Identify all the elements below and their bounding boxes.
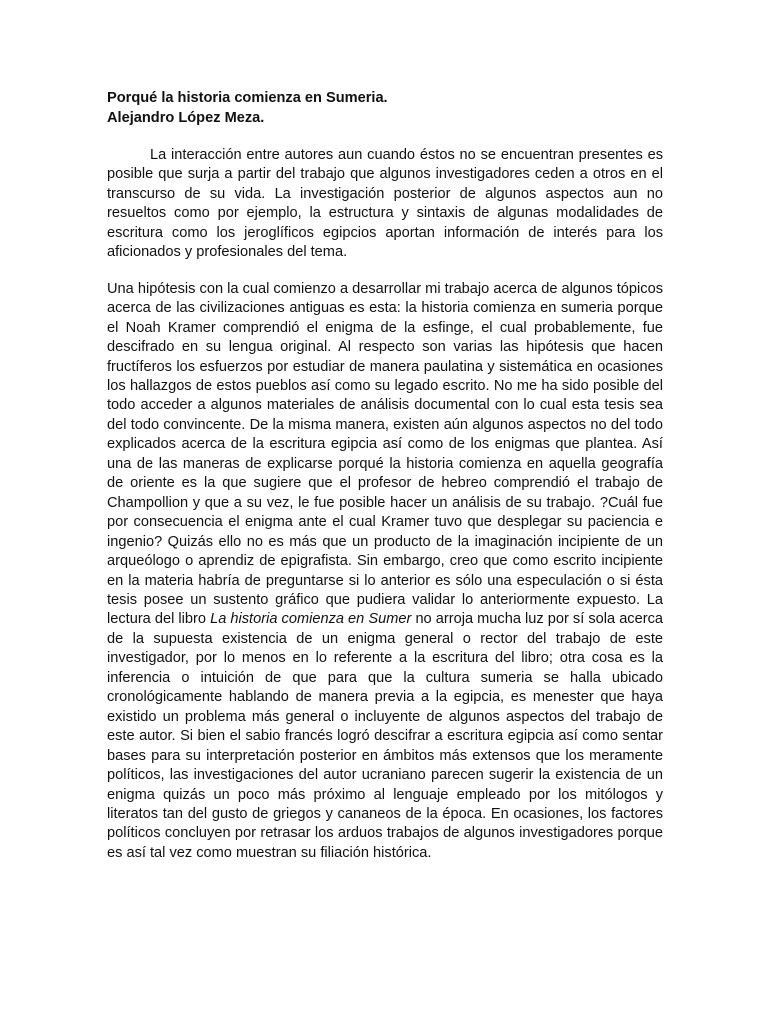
document-title: Porqué la historia comienza en Sumeria. [107,90,388,106]
paragraph-2-part-2: no arroja mucha luz por sí sola acerca de la supuesta existencia de un enigma general o rector del trabajo de este investigador, por lo menos en lo referente a la escritura del libro; otra cosa es la inferencia o intuición de que para que la cultura sumeria se halla ubicado cronológicamente hablando de manera previa a la egipcia, es menester que haya existido un problema más general o incluyente de algunos aspectos del trabajo de este autor. Si bien el sabio francés logró descifrar a escritura egipcia así como sentar bases para su interpretación posterior en ámbitos más extensos que los meramente políticos, las investigaciones del autor ucraniano parecen sugerir la existencia de un enigma quizás un poco más próximo al lenguaje empleado por los mitólogos y literatos tan del gusto de griegos y cananeos de la época. En ocasiones, los factores políticos concluyen por retrasar los arduos trabajos de algunos investigadores porque es así tal vez como muestran su filiación histórica. [107,611,663,861]
paragraph-2 [107,280,663,864]
paragraph-1: La interacción entre autores aun cuando éstos no se encuentran presentes es posible que surja a partir del trabajo que algunos investigadores ceden a otros en el transcurso de su vida. La investigación posterior de algunos aspectos aun no resueltos como por ejemplo, la estructura y sintaxis de algunas modalidades de escritura como los jeroglíficos egipcios aportan información de interés para los aficionados y profesionales del tema. [107,147,663,261]
document-author: Alejandro López Meza. [107,110,265,126]
paragraph-2-part-1: Una hipótesis con la cual comienzo a desarrollar mi trabajo acerca de algunos tópicos acerca de las civilizaciones antiguas es esta: la historia comienza en sumeria porque el Noah Kramer comprendió el enigma de la esfinge, el cual probablemente, fue descifrado en su lengua original. Al respecto son varias las hipótesis que hacen fructíferos los esfuerzos por estudiar de manera paulatina y sistemática en ocasiones los hallazgos de estos pueblos así como su legado escrito. No me ha sido posible del todo acceder a algunos materiales de análisis documental con lo cual esta tesis sea del todo convincente. De la misma manera, existen aún algunos aspectos no del todo explicados acerca de la escritura egipcia así como de los enigmas que plantea. Así una de las maneras de explicarse porqué la historia comienza en aquella geografía de oriente es la que sugiere que el profesor de hebreo comprendió el trabajo de Champollion y que a su vez, le fue posible hacer un análisis de su trabajo. ?Cuál fue por consecuencia el enigma ante el cual Kramer tuvo que desplegar su paciencia e ingenio? Quizás ello no es más que un producto de la imaginación incipiente de un arqueólogo o aprendiz de epigrafista. Sin embargo, creo que como escrito incipiente en la materia habría de preguntarse si lo anterior es sólo una especulación o si ésta tesis posee un sustento gráfico que pudiera validar lo anteriormente expuesto. La lectura del libro [107,280,663,628]
document-page [107,88,663,863]
book-title: La historia comienza en Sumer [210,611,412,628]
